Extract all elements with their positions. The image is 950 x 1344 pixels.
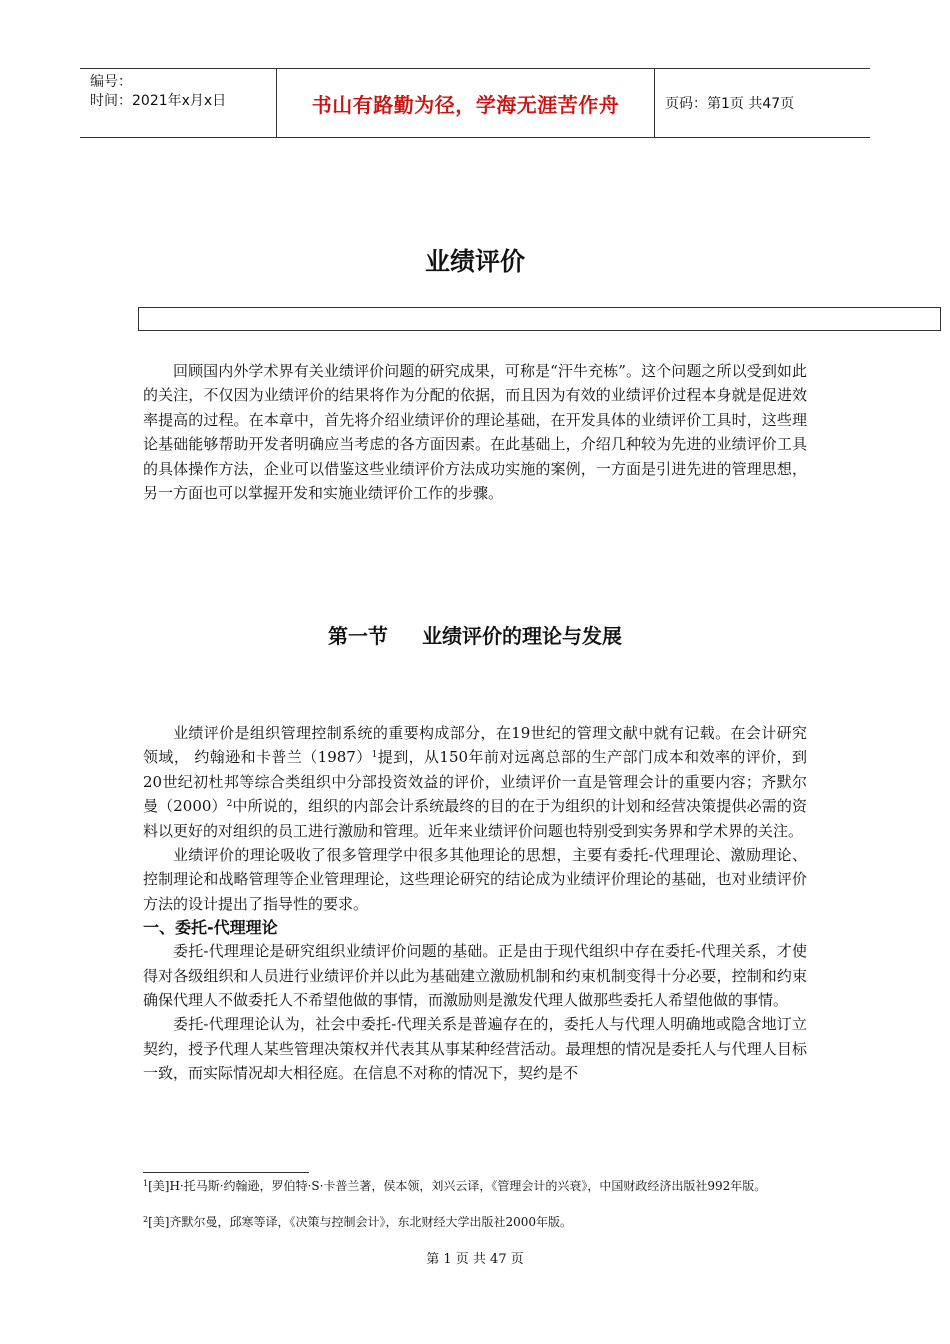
paragraph-3: 委托-代理理论是研究组织业绩评价问题的基础。正是由于现代组织中存在委托-代理关系，才使得对各级组织和人员进行业绩评价并以此为基础建立激励机制和约束机制变得十分必要，控制和约束确保代理人不做委托人不希望他做的事情，而激励则是激发代理人做那些委托人希望他做的事情。 <box>143 942 807 1010</box>
footnote-ref-1: 1 <box>371 750 378 761</box>
empty-box <box>138 307 941 331</box>
intro-text: 回顾国内外学术界有关业绩评价问题的研究成果，可称是“汗牛充栋”。这个问题之所以受到如此的关注，不仅因为业绩评价的结果将作为分配的依据，而且因为有效的业绩评价过程本身就是促进效率提高的过程。在本章中，首先将介绍业绩评价的理论基础，在开发具体的业绩评价工具时，这些理论基础能够帮助开发者明确应当考虑的各方面因素。在此基础上，介绍几种较为先进的业绩评价工具的具体操作方法，企业可以借鉴这些业绩评价方法成功实施的案例，一方面是引进先进的管理思想，另一方面也可以掌握开发和实施业绩评价工作的步骤。 <box>143 362 807 503</box>
section-number: 第一节 <box>328 624 388 648</box>
paragraph-2: 业绩评价的理论吸收了很多管理学中很多其他理论的思想，主要有委托-代理理论、激励理论、控制理论和战略管理等企业管理理论，这些理论研究的结论成为业绩评价理论的基础，也对业绩评价方法的设计提出了指导性的要求。 <box>143 846 807 913</box>
p1-part-a: 业绩评价是组织管理控制系统的重要构成部分，在19世纪的管理文献中就有记载。在会计研究领域， 约翰逊和卡普兰（1987） <box>143 724 807 767</box>
footnote-mark: 2 <box>143 1215 149 1224</box>
header-number: 编号： <box>90 74 132 90</box>
footnote-separator <box>143 1172 309 1173</box>
footnote-mark: 1 <box>143 1179 149 1188</box>
footnote-text: [美]H·托马斯·约翰逊，罗伯特·S·卡普兰著，侯本领，刘兴云译，《管理会计的兴衰》，中国财政经济出版社992年版。 <box>148 1179 767 1193</box>
paragraph-4: 委托-代理理论认为，社会中委托-代理关系是普遍存在的，委托人与代理人明确地或隐含地订立契约，授予代理人某些管理决策权并代表其从事某种经营活动。最理想的情况是委托人与代理人目标一致，而实际情况却大相径庭。在信息不对称的情况下，契约是不 <box>143 1015 807 1083</box>
intro-paragraph <box>143 359 807 505</box>
body-text <box>143 721 807 1086</box>
section-title: 业绩评价的理论与发展 <box>422 624 622 648</box>
p1-part-c: 中所说的，组织的内部会计系统最终的目的在于为组织的计划和经营决策提供必需的资料以更好的对组织的员工进行激励和管理。近年来业绩评价问题也特别受到实务界和学术界的关注。 <box>143 797 807 840</box>
footnote-ref-2: 2 <box>226 799 233 810</box>
subsection-heading: 一、委托-代理理论 <box>143 918 278 938</box>
footnote-text: [美]齐默尔曼，邱寒等译，《决策与控制会计》，东北财经大学出版社2000年版。 <box>148 1215 572 1229</box>
paragraph-1 <box>143 721 807 843</box>
page-footer: 第 1 页 共 47 页 <box>426 1252 524 1267</box>
footnote-2 <box>143 1213 807 1231</box>
header-time: 时间：2021年x月x日 <box>90 93 227 109</box>
p1-part-b: 提到，从150年前对远离总部的生产部门成本和效率的评价，到20世纪初杜邦等综合类组织中分部投资效益的评价，业绩评价一直是管理会计的重要内容；齐默尔曼（2000） <box>143 748 807 816</box>
document-title: 业绩评价 <box>424 247 525 276</box>
header-page-info: 页码：第1页 共47页 <box>665 96 795 112</box>
header-motto: 书山有路勤为径，学海无涯苦作舟 <box>277 69 655 137</box>
header-meta <box>80 69 277 137</box>
section-heading <box>0 620 950 649</box>
footnote-1 <box>143 1177 807 1195</box>
page-header <box>80 68 870 138</box>
